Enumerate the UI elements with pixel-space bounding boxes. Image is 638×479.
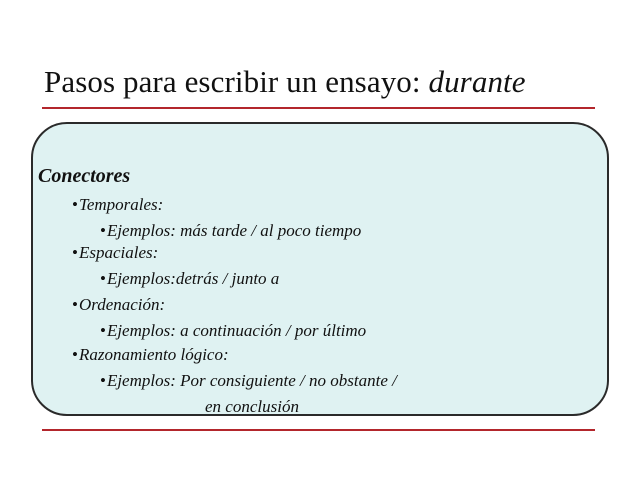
title-emphasis-text: durante xyxy=(428,64,526,99)
list-subitem-razonamiento-examples xyxy=(100,371,397,391)
bullet-icon: • xyxy=(72,195,78,214)
bullet-icon: • xyxy=(100,371,106,390)
top-divider xyxy=(42,107,595,109)
list-subitem-temporales-examples xyxy=(100,221,361,241)
list-item-label: Razonamiento lógico: xyxy=(78,345,229,364)
list-item-ordenacion xyxy=(72,295,165,315)
list-item-label: Ordenación: xyxy=(78,295,166,314)
list-item-label: Ejemplos:detrás / junto a xyxy=(106,269,280,288)
section-heading: Conectores xyxy=(38,165,131,187)
slide-title xyxy=(44,64,526,100)
bullet-icon: • xyxy=(72,295,78,314)
bullet-icon: • xyxy=(100,321,106,340)
list-item-espaciales xyxy=(72,243,158,263)
list-item-label: Ejemplos: a continuación / por último xyxy=(106,321,367,340)
list-subitem-continuation: en conclusión xyxy=(205,397,299,416)
bullet-icon: • xyxy=(72,243,78,262)
bottom-divider xyxy=(42,429,595,431)
list-item-label: Espaciales: xyxy=(78,243,159,262)
title-main-text: Pasos para escribir un ensayo: xyxy=(44,64,429,99)
bullet-icon: • xyxy=(100,269,106,288)
list-item-label: Ejemplos: Por consiguiente / no obstante / xyxy=(106,371,397,390)
list-item-temporales xyxy=(72,195,163,215)
list-subitem-ordenacion-examples xyxy=(100,321,366,341)
bullet-icon: • xyxy=(72,345,78,364)
list-subitem-espaciales-examples xyxy=(100,269,279,289)
list-item-label: Ejemplos: más tarde / al poco tiempo xyxy=(106,221,362,240)
list-item-razonamiento xyxy=(72,345,229,365)
list-item-label: Temporales: xyxy=(78,195,164,214)
bullet-icon: • xyxy=(100,221,106,240)
